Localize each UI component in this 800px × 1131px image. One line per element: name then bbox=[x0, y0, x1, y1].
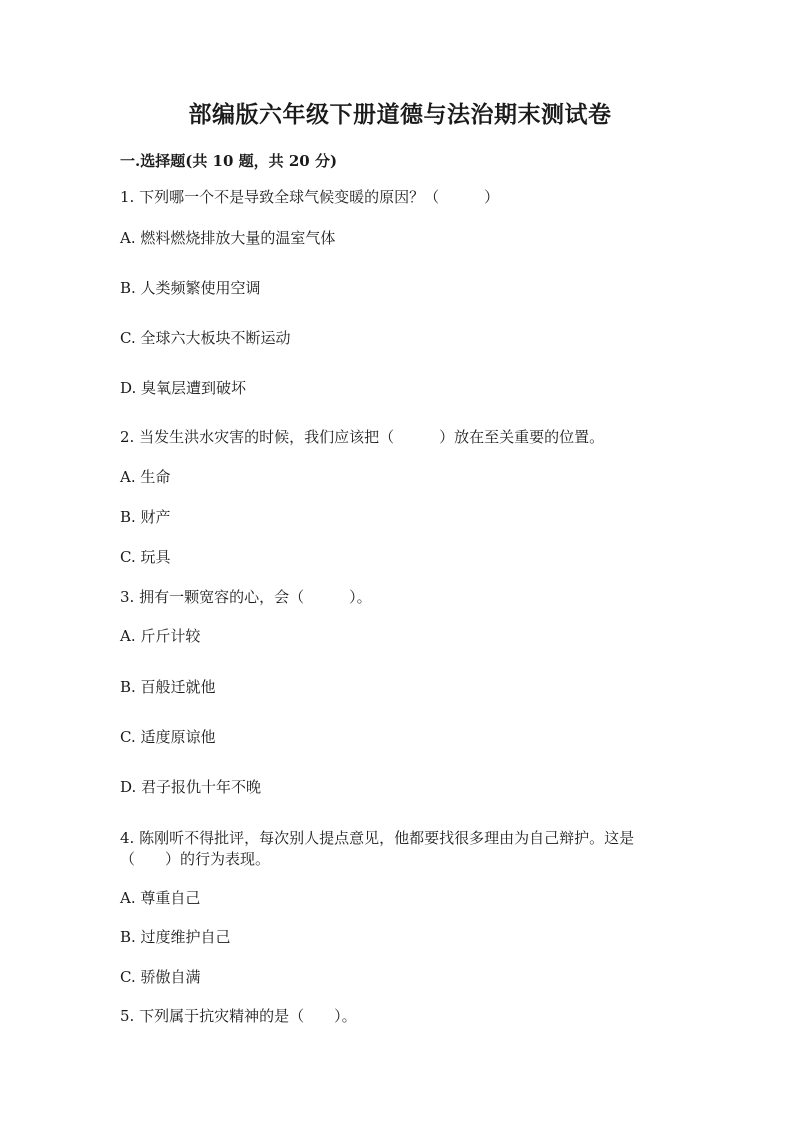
question-1-option-a: A. 燃料燃烧排放大量的温室气体 bbox=[120, 229, 336, 247]
question-2-option-b: B. 财产 bbox=[120, 508, 171, 526]
question-1-stem: 1. 下列哪一个不是导致全球气候变暖的原因？（ ） bbox=[120, 188, 500, 206]
question-4-stem-line1: 4. 陈刚听不得批评，每次别人提点意见，他都要找很多理由为自己辩护。这是 bbox=[120, 829, 635, 847]
question-1-option-c: C. 全球六大板块不断运动 bbox=[120, 329, 291, 347]
question-3-option-d: D. 君子报仇十年不晚 bbox=[120, 778, 262, 796]
question-4-option-b: B. 过度维护自己 bbox=[120, 928, 231, 946]
question-4-option-a: A. 尊重自己 bbox=[120, 889, 201, 907]
question-3-option-c: C. 适度原谅他 bbox=[120, 728, 216, 746]
question-5-stem: 5. 下列属于抗灾精神的是（ ）。 bbox=[120, 1007, 357, 1025]
question-3-stem: 3. 拥有一颗宽容的心，会（ ）。 bbox=[120, 588, 372, 606]
question-3-option-b: B. 百般迁就他 bbox=[120, 678, 216, 696]
question-1-option-b: B. 人类频繁使用空调 bbox=[120, 279, 261, 297]
question-1-option-d: D. 臭氧层遭到破坏 bbox=[120, 379, 247, 397]
document-title: 部编版六年级下册道德与法治期末测试卷 bbox=[188, 101, 612, 128]
question-3-option-a: A. 斤斤计较 bbox=[120, 627, 201, 645]
question-2-stem: 2. 当发生洪水灾害的时候，我们应该把（ ）放在至关重要的位置。 bbox=[120, 428, 605, 446]
question-4-stem-line2: （ ）的行为表现。 bbox=[120, 850, 271, 868]
section-heading: 一.选择题(共 10 题，共 20 分) bbox=[120, 152, 338, 170]
question-4-option-c: C. 骄傲自满 bbox=[120, 968, 201, 986]
question-2-option-c: C. 玩具 bbox=[120, 548, 171, 566]
question-2-option-a: A. 生命 bbox=[120, 468, 171, 486]
